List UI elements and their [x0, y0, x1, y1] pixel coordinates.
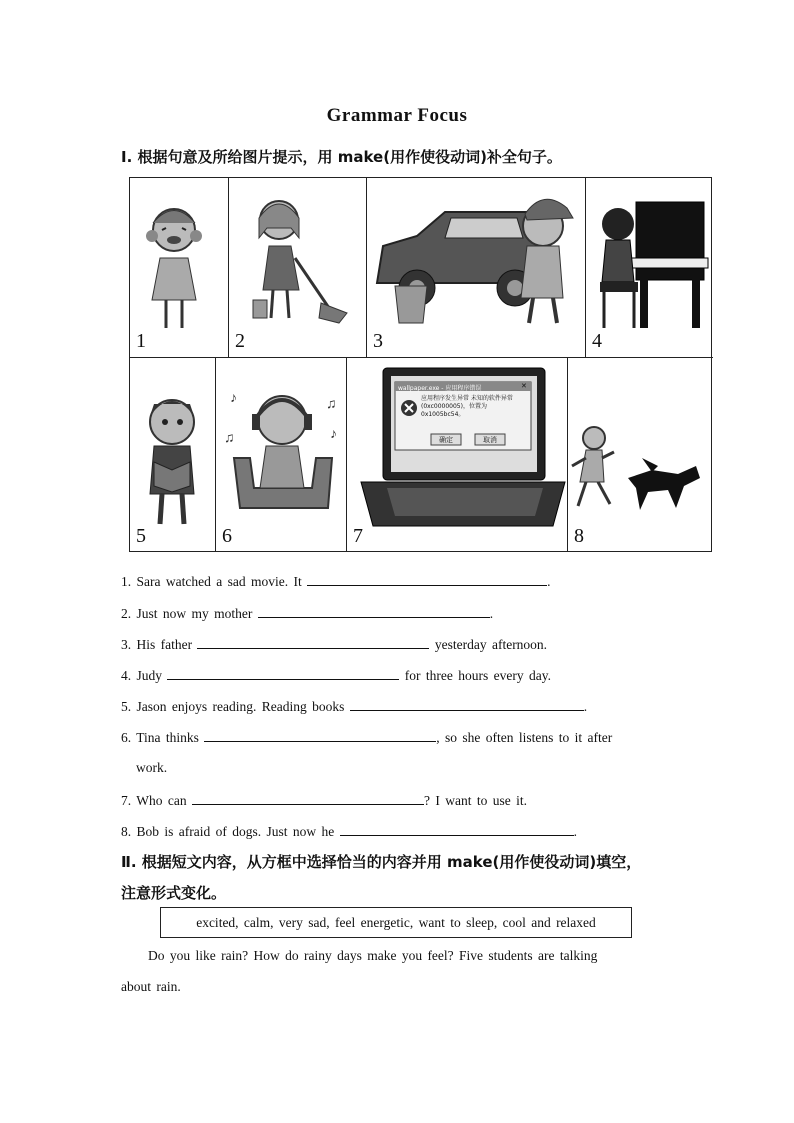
sentence-3: 3. His father yesterday afternoon.: [121, 637, 548, 652]
page-title: Grammar Focus: [326, 105, 468, 126]
answer-blank[interactable]: [167, 666, 399, 680]
sentence-8: 8. Bob is afraid of dogs. Just now he .: [121, 824, 577, 839]
sentence-6: 6. Tina thinks , so she often listens to it after: [121, 730, 613, 745]
sentence-4: 4. Judy for three hours every day.: [121, 668, 551, 683]
error-dialog-message: 应用程序发生异常 未知的软件异常 (0xc0000005)，位置为 0x1005bc54。: [421, 395, 513, 418]
error-dialog-close: ✕: [521, 382, 527, 390]
panel-number: 7: [353, 525, 363, 547]
panel-2: [229, 178, 367, 358]
girl-sweeping-icon: [229, 178, 367, 358]
panel-number: 1: [136, 330, 146, 352]
panel-number: 8: [574, 525, 584, 547]
panel-5: [130, 358, 216, 552]
panel-8: [568, 358, 713, 552]
panel-3: [367, 178, 586, 358]
svg-text:♫: ♫: [326, 397, 337, 412]
answer-blank[interactable]: [258, 604, 490, 618]
sentence-7: 7. Who can ? I want to use it.: [121, 793, 527, 808]
panel-7: [347, 358, 568, 552]
sentence-2: 2. Just now my mother .: [121, 606, 494, 621]
panel-4: [586, 178, 713, 358]
sentence-6-continuation: work.: [136, 760, 168, 775]
answer-blank[interactable]: [340, 822, 574, 836]
answer-blank[interactable]: [204, 728, 436, 742]
error-dialog-title: wallpaper.exe - 应用程序错误: [398, 385, 482, 392]
picture-grid: [129, 177, 712, 552]
answer-blank[interactable]: [197, 635, 429, 649]
girl-listening-music-icon: [216, 358, 347, 552]
panel-1: [130, 178, 229, 358]
svg-text:♪: ♪: [330, 427, 337, 442]
section-1-heading: Ⅰ. 根据句意及所给图片提示，用 make(用作使役动词)补全句子。: [121, 148, 562, 166]
sentence-5: 5. Jason enjoys reading. Reading books .: [121, 699, 588, 714]
svg-text:♪: ♪: [230, 391, 237, 406]
answer-blank[interactable]: [307, 572, 547, 586]
panel-number: 4: [592, 330, 602, 352]
panel-number: 3: [373, 330, 383, 352]
section-2-heading-line-1: Ⅱ. 根据短文内容，从方框中选择恰当的内容并用 make(用作使役动词)填空，: [121, 853, 642, 871]
svg-text:♫: ♫: [224, 431, 235, 446]
answer-blank[interactable]: [192, 791, 424, 805]
section-2-heading-line-2: 注意形式变化。: [121, 884, 227, 902]
error-dialog-ok-button: 确定: [439, 436, 453, 444]
paragraph-line-2: about rain.: [121, 979, 181, 994]
panel-number: 6: [222, 525, 232, 547]
panel-6: [216, 358, 347, 552]
boy-chased-by-dog-icon: [568, 358, 713, 552]
answer-blank[interactable]: [350, 697, 584, 711]
boy-reading-book-icon: [130, 358, 216, 552]
word-box: excited, calm, very sad, feel energetic, want to sleep, cool and relaxed: [160, 907, 632, 938]
panel-number: 2: [235, 330, 245, 352]
girl-playing-piano-icon: [586, 178, 713, 358]
sentence-1: 1. Sara watched a sad movie. It .: [121, 574, 551, 589]
error-dialog-cancel-button: 取消: [483, 436, 497, 444]
panel-number: 5: [136, 525, 146, 547]
paragraph-line-1: Do you like rain? How do rainy days make you feel? Five students are talking: [148, 948, 598, 963]
boy-washing-car-icon: [367, 178, 586, 358]
